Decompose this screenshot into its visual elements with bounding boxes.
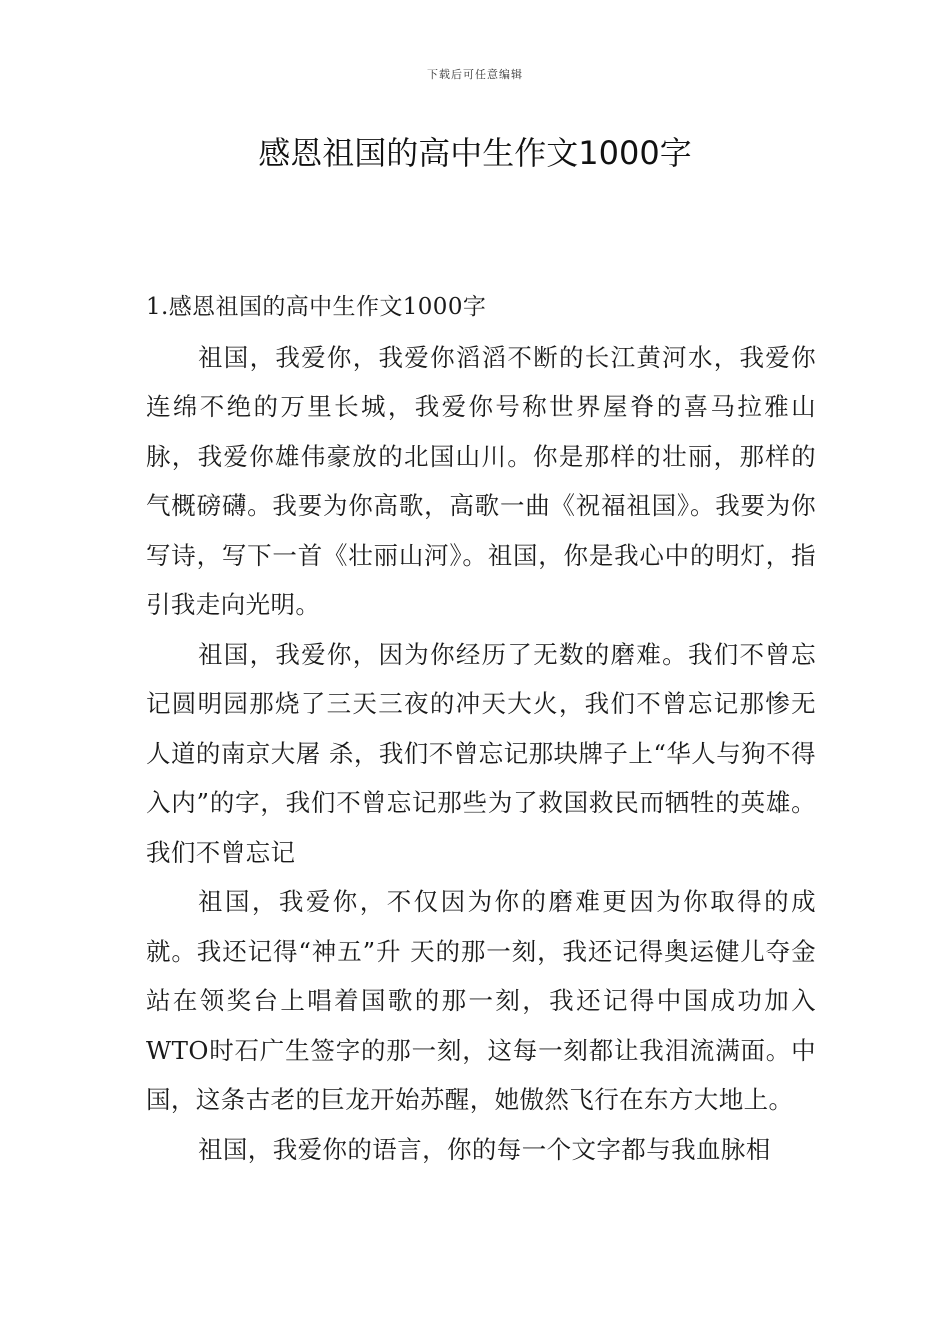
document-body <box>146 283 816 1174</box>
document-title: 感恩祖国的高中生作文1000字 <box>258 134 692 172</box>
paragraph-3: 祖国，我爱你，不仅因为你的磨难更因为你取得的成就。我还记得“神五”升 天的那一刻，我还记得奥运健儿夺金站在领奖台上唱着国歌的那一刻，我还记得中国成功加入WTO时石广生签字的那一刻，这每一刻都让我泪流满面。中国，这条古老的巨龙开始苏醒，她傲然飞行在东方大地上。 <box>146 887 816 1114</box>
paragraph-1: 祖国，我爱你，我爱你滔滔不断的长江黄河水，我爱你连绵不绝的万里长城，我爱你号称世界屋脊的喜马拉雅山脉，我爱你雄伟豪放的北国山川。你是那样的壮丽，那样的气概磅礴。我要为你高歌，高歌一曲《祝福祖国》。我要为你写诗，写下一首《壮丽山河》。祖国，你是我心中的明灯，指引我走向光明。 <box>146 342 816 619</box>
paragraph-2: 祖国，我爱你，因为你经历了无数的磨难。我们不曾忘记圆明园那烧了三天三夜的冲天大火，我们不曾忘记那惨无人道的南京大屠 杀，我们不曾忘记那块牌子上“华人与狗不得入内”的字，我们不曾忘记那些为了救国救民而牺牲的英雄。我们不曾忘记 <box>146 639 816 867</box>
section-heading: 1.感恩祖国的高中生作文1000字 <box>146 294 487 320</box>
header-note: 下载后可任意编辑 <box>427 68 523 81</box>
paragraph-4: 祖国，我爱你的语言，你的每一个文字都与我血脉相 <box>198 1134 771 1164</box>
